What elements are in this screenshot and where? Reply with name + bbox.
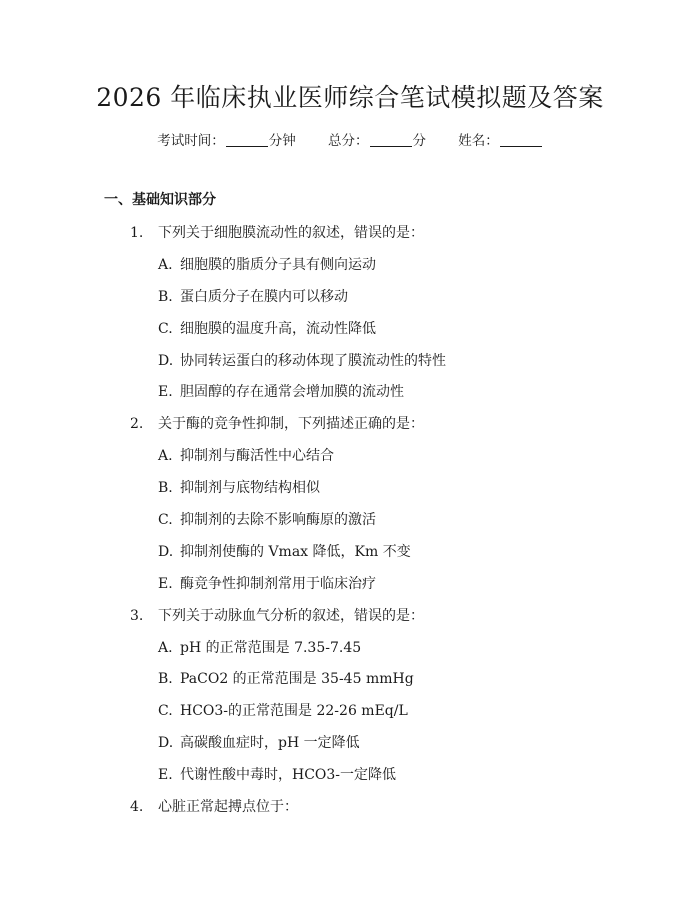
option-text: pH 的正常范围是 7.35-7.45 <box>180 639 362 656</box>
option-text: 协同转运蛋白的移动体现了膜流动性的特性 <box>180 352 446 369</box>
option-text: 酶竞争性抑制剂常用于临床治疗 <box>180 575 376 592</box>
answer-option <box>0 763 700 795</box>
answer-option <box>0 476 700 508</box>
option-text: 抑制剂与底物结构相似 <box>180 480 320 497</box>
option-letter: E. <box>158 575 173 592</box>
answer-option <box>0 317 700 349</box>
page-title: 2026 年临床执业医师综合笔试模拟题及答案 <box>96 83 604 112</box>
answer-option <box>0 540 700 572</box>
name-label: 姓名： <box>458 133 499 149</box>
option-letter: C. <box>158 320 173 337</box>
question-item <box>0 412 700 444</box>
question-text: 下列关于动脉血气分析的叙述，错误的是： <box>158 607 424 624</box>
answer-option <box>0 285 700 317</box>
option-letter: D. <box>158 352 174 369</box>
option-text: 蛋白质分子在膜内可以移动 <box>180 288 348 305</box>
option-letter: A. <box>158 256 173 273</box>
option-text: 胆固醇的存在通常会增加膜的流动性 <box>180 384 404 401</box>
answer-option <box>0 508 700 540</box>
exam-time-label: 考试时间： <box>157 133 225 149</box>
exam-time-field <box>157 131 296 151</box>
option-letter: E. <box>158 384 173 401</box>
question-number: 2. <box>130 416 144 433</box>
option-letter: D. <box>158 543 174 560</box>
question-number: 3. <box>130 607 144 624</box>
option-text: 高碳酸血症时，pH 一定降低 <box>180 735 360 752</box>
name-blank <box>500 132 542 147</box>
option-letter: C. <box>158 703 173 720</box>
answer-option <box>0 349 700 381</box>
exam-info-line <box>0 131 700 151</box>
option-letter: B. <box>158 671 173 688</box>
option-letter: D. <box>158 735 174 752</box>
option-letter: B. <box>158 288 173 305</box>
option-text: HCO3-的正常范围是 22-26 mEq/L <box>180 703 408 720</box>
exam-time-unit: 分钟 <box>268 133 296 149</box>
answer-option <box>0 667 700 699</box>
total-score-unit: 分 <box>412 133 426 149</box>
name-field <box>458 131 543 151</box>
total-score-blank <box>370 132 412 147</box>
question-item <box>0 221 700 253</box>
question-item <box>0 795 700 827</box>
option-text: 代谢性酸中毒时，HCO3-一定降低 <box>180 767 397 784</box>
option-text: 抑制剂使酶的 Vmax 降低，Km 不变 <box>180 543 411 560</box>
exam-time-blank <box>226 132 268 147</box>
question-item <box>0 604 700 636</box>
total-score-label: 总分： <box>328 133 369 149</box>
answer-option <box>0 380 700 412</box>
answer-option <box>0 731 700 763</box>
answer-option <box>0 636 700 668</box>
option-text: 细胞膜的脂质分子具有侧向运动 <box>180 256 376 273</box>
answer-option <box>0 253 700 285</box>
question-list <box>0 221 700 827</box>
option-letter: B. <box>158 480 173 497</box>
question-text: 心脏正常起搏点位于： <box>158 799 298 816</box>
question-number: 4. <box>130 799 144 816</box>
option-letter: A. <box>158 448 173 465</box>
option-text: 抑制剂的去除不影响酶原的激活 <box>180 512 376 529</box>
option-text: PaCO2 的正常范围是 35-45 mmHg <box>180 671 414 688</box>
answer-option <box>0 572 700 604</box>
answer-option <box>0 699 700 731</box>
question-text: 关于酶的竞争性抑制，下列描述正确的是： <box>158 416 424 433</box>
answer-option <box>0 444 700 476</box>
total-score-field <box>328 131 426 151</box>
option-letter: E. <box>158 767 173 784</box>
option-letter: A. <box>158 639 173 656</box>
option-text: 抑制剂与酶活性中心结合 <box>180 448 334 465</box>
question-number: 1. <box>130 225 144 241</box>
option-letter: C. <box>158 512 173 529</box>
option-text: 细胞膜的温度升高，流动性降低 <box>180 320 376 337</box>
section-heading: 一、基础知识部分 <box>104 192 216 208</box>
question-text: 下列关于细胞膜流动性的叙述，错误的是： <box>158 225 424 241</box>
